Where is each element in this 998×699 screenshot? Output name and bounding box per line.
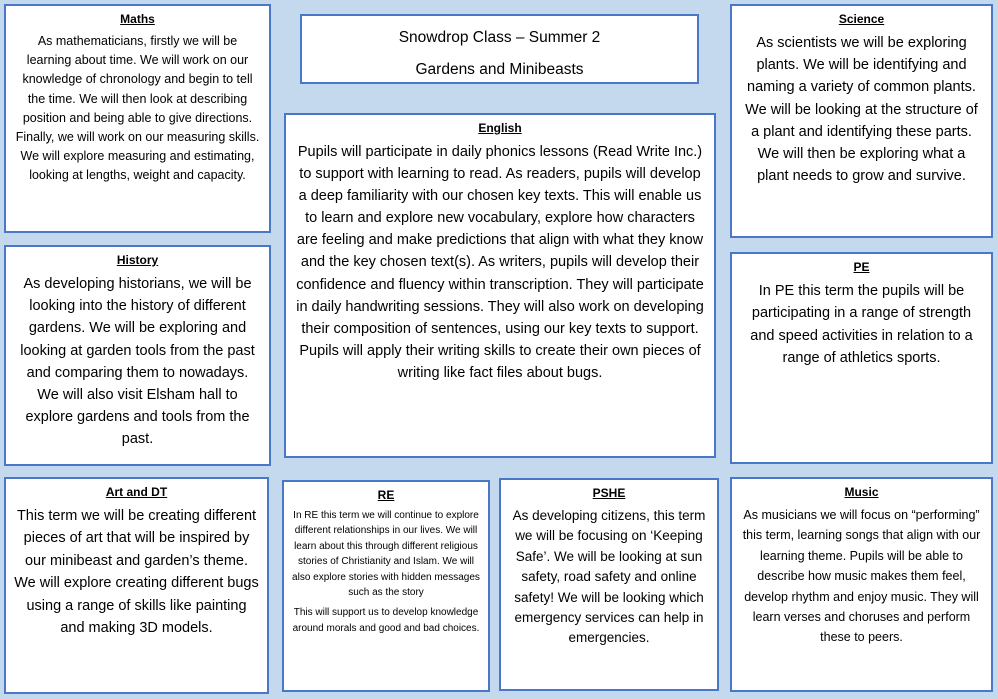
re-heading: RE — [377, 488, 395, 502]
pe-panel — [730, 252, 993, 464]
music-heading: Music — [844, 485, 879, 499]
science-text: As scientists we will be exploring plants. We will be identifying and naming a variety of common plants. We will be looking at the structure of a plant and identifying these parts. We will then be exploring what a plant needs to grow and survive. — [745, 35, 978, 185]
pe-text: In PE this term the pupils will be participating in a range of strength and speed activities in relation to a range of athletics sports. — [750, 283, 973, 367]
topic-title: Gardens and Minibeasts — [415, 61, 584, 78]
history-text: As developing historians, we will be looking into the history of different gardens. We will be exploring and looking at garden tools from the past and comparing them to nowadays. We will also visit Elsham hall to explore gardens and tools from the past. — [20, 276, 255, 448]
english-text: Pupils will participate in daily phonics lessons (Read Write Inc.) to support with learning to read. As readers, pupils will develop a deep familiarity with our chosen key texts. This will enable us to learn and explore new vocabulary, explore how characters are feeling and make predictions that align with what they know and the key chosen text(s). As writers, pupils will develop their confidence and fluency within transcription. They will participate in daily handwriting sessions. They will also work on developing their composition of sentences, using our key texts to support. Pupils will apply their writing skills to create their own pieces of writing like fact files about bugs. — [296, 144, 704, 381]
english-panel — [284, 113, 716, 458]
pshe-heading: PSHE — [592, 486, 626, 500]
history-panel — [4, 245, 271, 466]
history-heading: History — [116, 253, 159, 267]
science-heading: Science — [838, 12, 885, 26]
pshe-panel — [499, 478, 719, 691]
pe-heading: PE — [853, 260, 870, 274]
pshe-text: As developing citizens, this term we will be focusing on ‘Keeping Safe’. We will be looking at sun safety, road safety and online safety! We will be looking which emergency services can help in emergencies. — [512, 508, 706, 646]
maths-text: As mathematicians, firstly we will be learning about time. We will work on our knowledge of chronology and begin to tell the time. We will then look at describing position and being able to give directions. Finally, we will work on our measuring skills. We will explore measuring and estimating, looking at lengths, weight and capacity. — [15, 34, 260, 183]
re-text-2: This will support us to develop knowledge around morals and good and bad choices. — [292, 607, 480, 634]
art-dt-heading: Art and DT — [105, 485, 168, 499]
maths-panel — [4, 4, 271, 233]
maths-heading: Maths — [120, 12, 155, 26]
re-text: In RE this term we will continue to explore different relationships in our lives. We will learn about this through different religious stories of Christianity and Islam. We will also explore stories with hidden messages such as the story — [292, 510, 480, 599]
music-panel — [730, 477, 993, 692]
music-text: As musicians we will focus on “performing” this term, learning songs that align with our learning theme. Pupils will be able to describe how music makes them feel, develop rhythm and enjoy music. They will learn verses and choruses and perform these to peers. — [742, 508, 981, 645]
title-panel — [300, 14, 699, 84]
science-panel — [730, 4, 993, 238]
english-heading: English — [478, 121, 522, 135]
art-dt-panel — [4, 477, 269, 694]
class-title: Snowdrop Class – Summer 2 — [398, 29, 601, 46]
art-dt-text: This term we will be creating different pieces of art that will be inspired by our minibeast and garden’s theme. We will explore creating different bugs using a range of skills like painting and making 3D models. — [14, 508, 259, 637]
re-panel — [282, 480, 490, 692]
